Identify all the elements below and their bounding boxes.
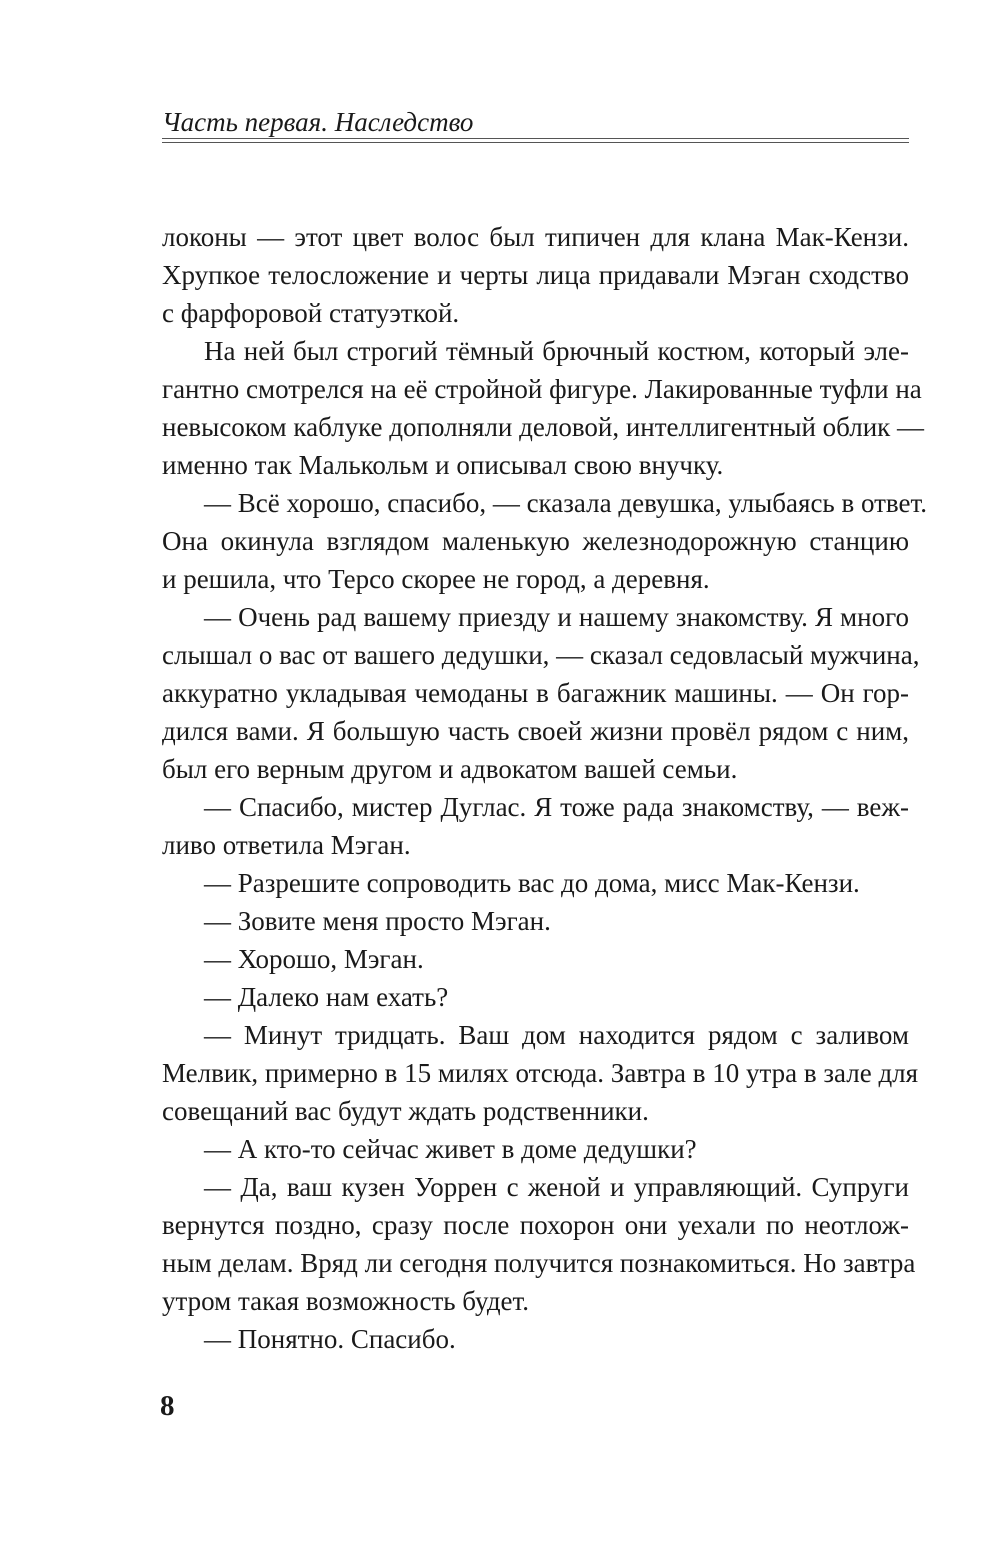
page-number: 8	[160, 1390, 175, 1422]
text-line: — Понятно. Спасибо.	[204, 1324, 456, 1354]
text-line: — Очень рад вашему приезду и нашему знакомству. Я много	[204, 602, 909, 632]
text-line: дился вами. Я большую часть своей жизни провёл рядом с ним,	[162, 716, 909, 746]
text-line: именно так Малькольм и описывал свою внучку.	[162, 450, 724, 480]
text-line: с фарфоровой статуэткой.	[162, 298, 460, 328]
text-line: — Разрешите сопроводить вас до дома, мисс Мак-Кензи.	[204, 868, 860, 898]
text-line: Мелвик, примерно в 15 милях отсюда. Завтра в 10 утра в зале для	[162, 1058, 919, 1088]
text-line: — Да, ваш кузен Уоррен с женой и управляющий. Супруги	[204, 1172, 909, 1202]
running-head: Часть первая. Наследство	[162, 107, 474, 137]
text-line: утром такая возможность будет.	[162, 1286, 530, 1316]
text-line: — Далеко нам ехать?	[204, 982, 449, 1012]
text-line: невысоком каблуке дополняли деловой, интеллигентный облик —	[162, 412, 925, 442]
text-line: аккуратно укладывая чемоданы в багажник машины. — Он гор-	[162, 678, 909, 708]
text-line: гантно смотрелся на её стройной фигуре. Лакированные туфли на	[162, 374, 922, 404]
text-line: На ней был строгий тёмный брючный костюм, который эле-	[204, 336, 909, 366]
header-rule-second	[162, 142, 909, 143]
text-line: — А кто-то сейчас живет в доме дедушки?	[204, 1134, 697, 1164]
text-line: Хрупкое телосложение и черты лица придавали Мэган сходство	[162, 260, 909, 290]
text-line: локоны — этот цвет волос был типичен для клана Мак-Кензи.	[162, 222, 909, 252]
text-line: — Минут тридцать. Ваш дом находится рядом с заливом	[204, 1020, 909, 1050]
text-line: слышал о вас от вашего дедушки, — сказал седовласый мужчина,	[162, 640, 920, 670]
text-line: — Спасибо, мистер Дуглас. Я тоже рада знакомству, — веж-	[204, 792, 909, 822]
text-line: — Хорошо, Мэган.	[204, 944, 424, 974]
text-line: совещаний вас будут ждать родственники.	[162, 1096, 649, 1126]
body-text	[162, 218, 928, 1358]
text-line: ным делам. Вряд ли сегодня получится познакомиться. Но завтра	[162, 1248, 916, 1278]
text-line: был его верным другом и адвокатом вашей семьи.	[162, 754, 738, 784]
text-line: и решила, что Терсо скорее не город, а деревня.	[162, 564, 710, 594]
text-line: Она окинула взглядом маленькую железнодорожную станцию	[162, 526, 909, 556]
text-line: — Зовите меня просто Мэган.	[204, 906, 551, 936]
header-rule	[162, 138, 909, 139]
text-line: вернутся поздно, сразу после похорон они уехали по неотлож-	[162, 1210, 909, 1240]
text-line: ливо ответила Мэган.	[162, 830, 411, 860]
text-line: — Всё хорошо, спасибо, — сказала девушка, улыбаясь в ответ.	[204, 488, 928, 518]
